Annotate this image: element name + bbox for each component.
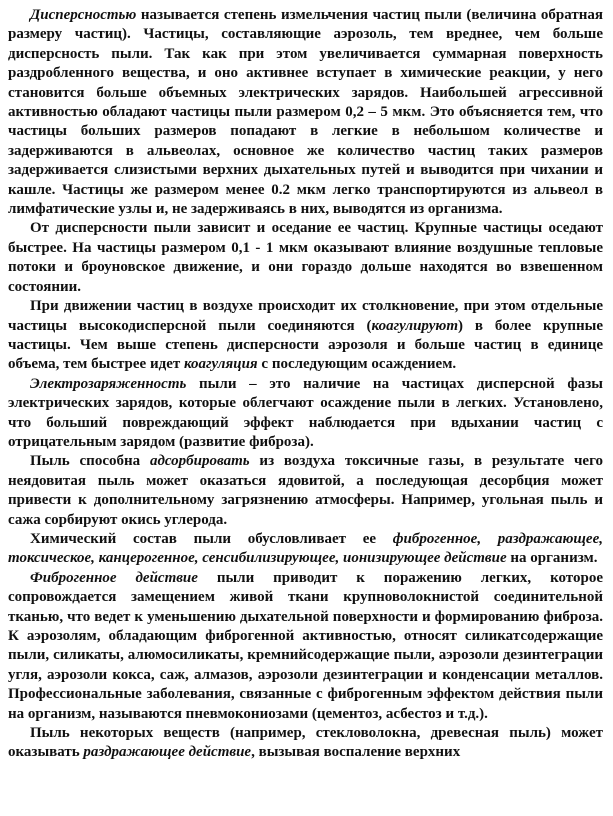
term-irritant-action: раздражающее действие <box>83 744 252 761</box>
paragraph-electric-charge <box>8 375 603 453</box>
text-segment: называется степень измельчения частиц пыли (величина обратная размеру частиц). Частицы, составляющие аэрозоль, тем вреднее, чем больше дисперсность пыли. Так как при этом увеличивается суммарная поверхность раздробленного вещества, и оно активнее вступает в химические реакции, у него становится больше объемных электрических зарядов. Наибольшей агрессивной активностью обладают частицы пыли размером 0,2 – 5 мкм. Это объясняется тем, что частицы больших размеров попадают в легкие в небольшом количестве и задерживаются в альвеолах, основное же количество частиц таких размеров задерживается слизистыми верхних дыхательных путей и выводится при чихании и кашле. Частицы же размером менее 0.2 мкм легко транспортируются из альвеол в лимфатические узлы и, не задерживаясь в них, выводятся из организма. <box>8 7 603 218</box>
term-effects-list: фиброгенное, раздражающее, токсическое, канцерогенное, сенсибилизирующее, ионизирующее действие <box>8 530 603 567</box>
text-segment: , вызывая воспаление верхних <box>251 744 461 761</box>
text-segment: с последующим осаждением. <box>257 356 457 373</box>
term-dispersity: Дисперсностью <box>30 7 137 23</box>
term-electric-charge: Электрозаряженность <box>30 375 187 392</box>
text-segment: От дисперсности пыли зависит и оседание ее частиц. Крупные частицы оседают быстрее. На частицы размером 0,1 - 1 мкм оказывают влияние воздушные тепловые потоки и броуновское движение, и они гораздо дольше находятся во взвешенном состоянии. <box>8 220 603 295</box>
term-coagulation: коагуляция <box>183 356 258 373</box>
term-fibrogenic-action: Фиброгенное действие <box>30 569 198 586</box>
text-segment: Пыль некоторых веществ (например, стекловолокна, древесная пыль) может оказывать <box>8 725 603 761</box>
text-segment: из воздуха токсичные газы, в результате чего неядовитая пыль может оказаться ядовитой, а последующая десорбция может привести к дополнительному загрязнению атмосферы. Например, угольная пыль и сажа сорбируют окись углерода. <box>8 453 604 528</box>
paragraph-irritant <box>8 724 603 763</box>
paragraph-fibrogenic <box>8 569 603 724</box>
text-segment: ) в более крупные частицы. Чем выше степень дисперсности аэрозоля и больше частиц в единице объема, тем быстрее идет <box>8 317 603 373</box>
text-segment: Химический состав пыли обусловливает ее <box>30 530 393 547</box>
paragraph-settling <box>8 219 603 297</box>
paragraph-adsorption <box>8 452 603 530</box>
text-segment: на организм. <box>506 550 598 567</box>
term-adsorb: адсорбировать <box>149 453 250 470</box>
paragraph-coagulation <box>8 297 603 375</box>
text-segment: При движении частиц в воздухе происходит их столкновение, при этом отдельные частицы высокодисперсной пыли соединяются ( <box>8 298 603 334</box>
term-coagulate: коагулируют <box>371 317 458 334</box>
text-segment: пыли приводит к поражению легких, которое сопровождается замещением живой ткани крупноволокнистой соединительной тканью, что ведет к уменьшению дыхательной поверхности и формированию фиброза. К аэрозолям, обладающим фиброгенной активностью, относят силикатсодержащие пыли, силикаты, алюмосиликаты, кремнийсодержащие пыли, аэрозоли дезинтеграции угля, аэрозоли кокса, саж, алмазов, аэрозоли дезинтеграции и конденсации металлов. Профессиональные заболевания, связанные с фиброгенным эффектом действия пыли на организм, называются пневмокониозами (цементоз, асбестоз и т.д.). <box>8 569 603 722</box>
paragraph-chemical-composition <box>8 530 603 569</box>
text-segment: Пыль способна <box>30 453 150 470</box>
text-segment: пыли – это наличие на частицах дисперсной фазы электрических зарядов, которые облегчают осаждение пыли в легких. Установлено, что больший повреждающий эффект наблюдается при вдыхании частиц с отрицательным зарядом (развитие фиброза). <box>8 375 603 450</box>
paragraph-dispersity <box>8 6 603 219</box>
